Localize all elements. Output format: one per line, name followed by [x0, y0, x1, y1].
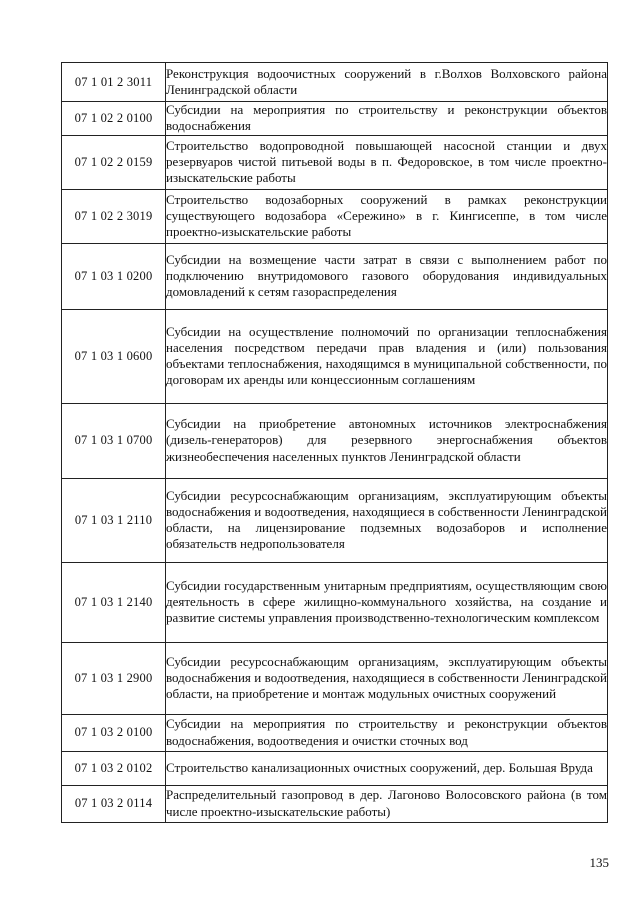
description-cell: Распределительный газопровод в дер. Лагоново Волосовского района (в том числе проектно-изыскательские работы) [166, 785, 608, 822]
table-row [62, 642, 608, 714]
code-cell: 07 1 02 2 0159 [62, 135, 166, 189]
code-cell: 07 1 02 2 3019 [62, 189, 166, 243]
description-cell: Реконструкция водоочистных сооружений в г.Волхов Волховского района Ленинградской области [166, 63, 608, 102]
table-row [62, 189, 608, 243]
table-row [62, 785, 608, 822]
code-cell: 07 1 01 2 3011 [62, 63, 166, 102]
code-cell: 07 1 03 1 0600 [62, 309, 166, 403]
description-cell: Строительство водопроводной повышающей насосной станции и двух резервуаров чистой питьевой воды в п. Федоровское, в том числе проектно-изыскательские работы [166, 135, 608, 189]
description-cell: Субсидии на мероприятия по строительству и реконструкции объектов водоснабжения, водоотведения и очистки сточных вод [166, 714, 608, 751]
table-row [62, 63, 608, 102]
page-number: 135 [589, 855, 609, 870]
description-cell: Субсидии на мероприятия по строительству и реконструкции объектов водоснабжения [166, 102, 607, 134]
description-cell: Субсидии ресурсоснабжающим организациям, эксплуатирующим объекты водоснабжения и водоотведения, находящиеся в собственности Ленинградской области, на приобретение и монтаж модульных очистных сооружений [166, 642, 608, 714]
table-row [62, 562, 608, 642]
code-cell: 07 1 03 1 2900 [62, 642, 166, 714]
code-cell: 07 1 03 1 0200 [62, 243, 166, 309]
code-cell: 07 1 03 2 0100 [62, 714, 166, 751]
table-row [62, 135, 608, 189]
table-row [62, 309, 608, 403]
table-row [62, 714, 608, 751]
description-cell: Субсидии государственным унитарным предприятиям, осуществляющим свою деятельность в сфере жилищно-коммунального хозяйства, на создание и развитие системы управления производственно-технологическим комплексом [166, 562, 608, 642]
code-cell: 07 1 02 2 0100 [62, 102, 166, 136]
table-row [62, 102, 608, 136]
budget-codes-table [61, 62, 608, 823]
table-row [62, 243, 608, 309]
code-cell: 07 1 03 1 2140 [62, 562, 166, 642]
table-row [62, 478, 608, 562]
code-cell: 07 1 03 1 0700 [62, 403, 166, 478]
description-cell: Строительство канализационных очистных сооружений, дер. Большая Вруда [166, 751, 608, 785]
description-cell: Строительство водозаборных сооружений в рамках реконструкции существующего водозабора «Сережино» в г. Кингисеппе, в том числе проектно-изыскательские работы [166, 189, 608, 243]
table-row [62, 403, 608, 478]
description-cell: Субсидии на возмещение части затрат в связи с выполнением работ по подключению внутридомового газового оборудования индивидуальных домовладений к сетям газораспределения [166, 243, 608, 309]
code-cell: 07 1 03 2 0114 [62, 785, 166, 822]
description-cell: Субсидии ресурсоснабжающим организациям, эксплуатирующим объекты водоснабжения и водоотведения, находящиеся в собственности Ленинградской области, на лицензирование подземных водозаборов и исполнение обязательств недропользователя [166, 478, 608, 562]
document-page [61, 62, 608, 823]
code-cell: 07 1 03 2 0102 [62, 751, 166, 785]
description-cell: Субсидии на осуществление полномочий по организации теплоснабжения населения посредством передачи прав владения и (или) пользования объектами теплоснабжения, находящимся в муниципальной собственности, по договорам их аренды или концессионным соглашениям [166, 309, 608, 403]
table-row [62, 751, 608, 785]
description-cell: Субсидии на приобретение автономных источников электроснабжения (дизель-генераторов) для резервного энергоснабжения объектов жизнеобеспечения населенных пунктов Ленинградской области [166, 403, 608, 478]
code-cell: 07 1 03 1 2110 [62, 478, 166, 562]
